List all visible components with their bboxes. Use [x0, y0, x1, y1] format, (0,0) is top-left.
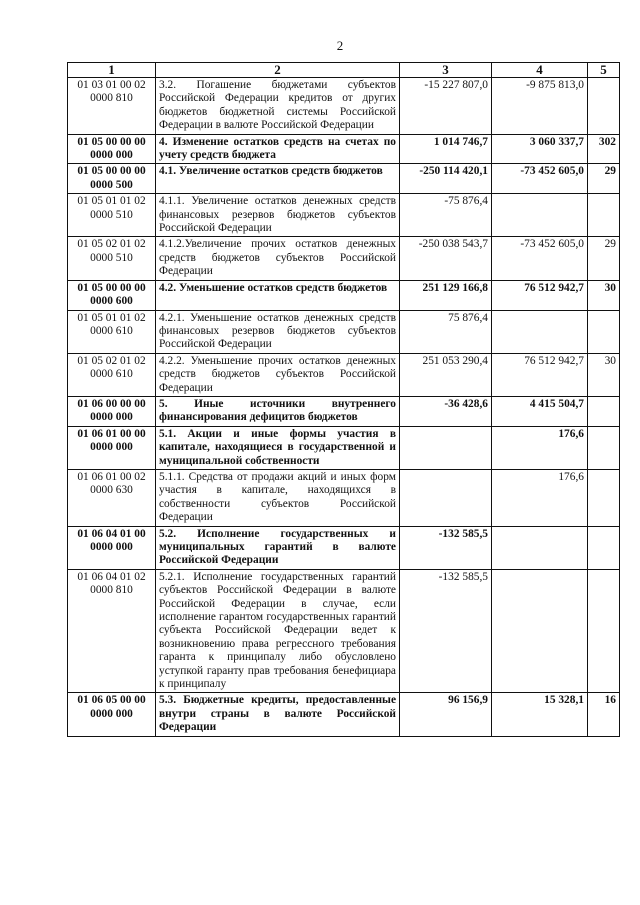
- page-number: 2: [336, 38, 344, 53]
- row-value-col3: -15 227 807,0: [400, 78, 492, 135]
- row-value-col4: -73 452 605,0: [492, 237, 588, 280]
- row-name: 5.2.1. Исполнение государственных гарантий субъектов Российской Федерации в валюте Российской Федерации в случае, если исполнение гарантом государственных гарантий субъекта Российской Федерации ведет к возникновению права регрессного требования гаранта к принципалу либо обусловлено уступкой гаранту прав требования бенефициара к принципалу: [156, 569, 400, 693]
- row-value-col5: 29: [588, 237, 620, 280]
- row-code: 01 06 00 00 00 0000 000: [68, 396, 156, 426]
- row-name: 5. Иные источники внутреннего финансирования дефицитов бюджетов: [156, 396, 400, 426]
- row-code: 01 06 05 00 00 0000 000: [68, 693, 156, 736]
- row-value-col5: [588, 526, 620, 569]
- row-value-col3: -132 585,5: [400, 526, 492, 569]
- row-value-col3: -75 876,4: [400, 194, 492, 237]
- row-value-col5: 30: [588, 280, 620, 310]
- row-name: 4.1.1. Увеличение остатков денежных средств финансовых резервов бюджетов субъектов Российской Федерации: [156, 194, 400, 237]
- row-value-col5: [588, 569, 620, 693]
- row-value-col5: [588, 426, 620, 469]
- table-row: [68, 353, 620, 396]
- row-value-col4: 176,6: [492, 469, 588, 526]
- row-value-col3: -132 585,5: [400, 569, 492, 693]
- row-code: 01 05 02 01 02 0000 610: [68, 353, 156, 396]
- sources-table: [67, 62, 620, 737]
- row-code: 01 05 01 01 02 0000 610: [68, 310, 156, 353]
- row-value-col4: [492, 194, 588, 237]
- row-value-col5: 16: [588, 693, 620, 736]
- table-row: [68, 526, 620, 569]
- row-value-col4: 4 415 504,7: [492, 396, 588, 426]
- row-value-col3: 251 129 166,8: [400, 280, 492, 310]
- row-value-col4: 176,6: [492, 426, 588, 469]
- table-row: [68, 280, 620, 310]
- row-code: 01 06 04 01 02 0000 810: [68, 569, 156, 693]
- row-value-col4: [492, 310, 588, 353]
- row-name: 4.2.1. Уменьшение остатков денежных средств финансовых резервов бюджетов субъектов Российской Федерации: [156, 310, 400, 353]
- table-row: [68, 194, 620, 237]
- row-code: 01 06 01 00 02 0000 630: [68, 469, 156, 526]
- row-value-col5: [588, 78, 620, 135]
- table-row: [68, 78, 620, 135]
- table-row: [68, 569, 620, 693]
- table-row: [68, 693, 620, 736]
- table-row: [68, 310, 620, 353]
- row-value-col4: 76 512 942,7: [492, 280, 588, 310]
- row-value-col3: [400, 426, 492, 469]
- row-name: 4. Изменение остатков средств на счетах по учету средств бюджета: [156, 134, 400, 164]
- row-name: 5.1. Акции и иные формы участия в капитале, находящиеся в государственной и муниципальной собственности: [156, 426, 400, 469]
- table-row: [68, 426, 620, 469]
- row-code: 01 05 02 01 02 0000 510: [68, 237, 156, 280]
- table-body: [68, 78, 620, 737]
- row-value-col5: 30: [588, 353, 620, 396]
- row-value-col5: [588, 469, 620, 526]
- header-col-5: 5: [588, 63, 620, 78]
- row-value-col5: 302: [588, 134, 620, 164]
- row-value-col5: [588, 194, 620, 237]
- table-row: [68, 237, 620, 280]
- row-value-col3: 75 876,4: [400, 310, 492, 353]
- row-name: 4.1. Увеличение остатков средств бюджетов: [156, 164, 400, 194]
- table-header-row: [68, 63, 620, 78]
- row-name: 3.2. Погашение бюджетами субъектов Российской Федерации кредитов от других бюджетов бюджетной системы Российской Федерации в валюте Российской Федерации: [156, 78, 400, 135]
- row-name: 4.2. Уменьшение остатков средств бюджетов: [156, 280, 400, 310]
- row-value-col3: -250 114 420,1: [400, 164, 492, 194]
- header-col-2: 2: [156, 63, 400, 78]
- row-name: 4.2.2. Уменьшение прочих остатков денежных средств бюджетов субъектов Российской Федерации: [156, 353, 400, 396]
- row-value-col5: [588, 310, 620, 353]
- row-value-col4: -73 452 605,0: [492, 164, 588, 194]
- row-value-col4: [492, 569, 588, 693]
- row-code: 01 03 01 00 02 0000 810: [68, 78, 156, 135]
- row-value-col3: [400, 469, 492, 526]
- row-code: 01 06 01 00 00 0000 000: [68, 426, 156, 469]
- row-name: 4.1.2.Увеличение прочих остатков денежных средств бюджетов субъектов Российской Федерации: [156, 237, 400, 280]
- row-value-col4: 3 060 337,7: [492, 134, 588, 164]
- row-value-col4: -9 875 813,0: [492, 78, 588, 135]
- row-code: 01 06 04 01 00 0000 000: [68, 526, 156, 569]
- table-row: [68, 164, 620, 194]
- row-value-col4: 15 328,1: [492, 693, 588, 736]
- row-code: 01 05 00 00 00 0000 000: [68, 134, 156, 164]
- row-value-col3: 1 014 746,7: [400, 134, 492, 164]
- row-code: 01 05 01 01 02 0000 510: [68, 194, 156, 237]
- row-value-col3: 251 053 290,4: [400, 353, 492, 396]
- table-row: [68, 469, 620, 526]
- row-name: 5.1.1. Средства от продажи акций и иных форм участия в капитале, находящихся в собственности субъектов Российской Федерации: [156, 469, 400, 526]
- header-col-3: 3: [400, 63, 492, 78]
- header-col-4: 4: [492, 63, 588, 78]
- row-code: 01 05 00 00 00 0000 500: [68, 164, 156, 194]
- row-name: 5.3. Бюджетные кредиты, предоставленные внутри страны в валюте Российской Федерации: [156, 693, 400, 736]
- row-value-col3: 96 156,9: [400, 693, 492, 736]
- table-row: [68, 396, 620, 426]
- row-code: 01 05 00 00 00 0000 600: [68, 280, 156, 310]
- row-value-col4: [492, 526, 588, 569]
- header-col-1: 1: [68, 63, 156, 78]
- row-value-col5: [588, 396, 620, 426]
- row-value-col3: -36 428,6: [400, 396, 492, 426]
- table-row: [68, 134, 620, 164]
- row-name: 5.2. Исполнение государственных и муниципальных гарантий в валюте Российской Федерации: [156, 526, 400, 569]
- row-value-col5: 29: [588, 164, 620, 194]
- row-value-col4: 76 512 942,7: [492, 353, 588, 396]
- row-value-col3: -250 038 543,7: [400, 237, 492, 280]
